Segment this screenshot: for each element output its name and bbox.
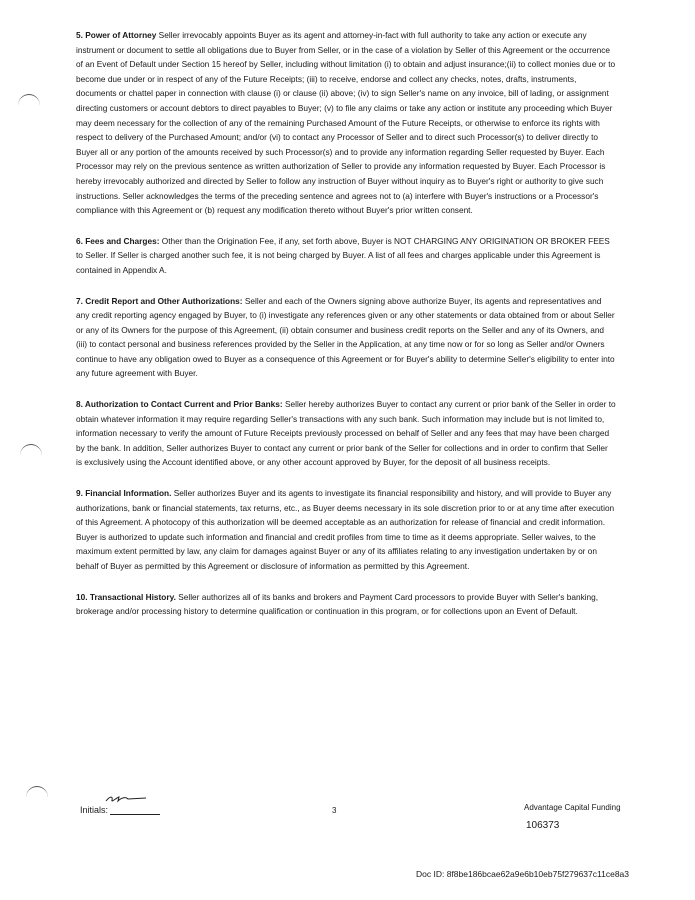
company-name: Advantage Capital Funding	[524, 803, 621, 812]
section-transactional-history	[76, 590, 616, 619]
section-body: Seller and each of the Owners signing above authorize Buyer, its agents and representatives and any credit reporting agency engaged by Buyer, to (i) investigate any references given or any other statements or data obtained from or about Seller or any of its Owners for the purpose of this Agreement, (ii) obtain consumer and business credit reports on the Seller and any of its Owners, and (iii) to contact personal and business references provided by the Seller in the Application, at any time now or for so long as Seller and/or Owners continue to have any obligation owed to Buyer as a consequence of this Agreement or for Buyer's ability to determine Seller's eligibility to enter into any future agreement with Buyer.	[76, 295, 615, 379]
doc-id: Doc ID: 8f8be186bcae62a9e6b10eb75f279637c11ce8a3	[416, 869, 629, 879]
section-heading: 5. Power of Attorney	[76, 30, 157, 40]
section-heading: 7. Credit Report and Other Authorizations:	[76, 295, 243, 306]
section-credit-report	[76, 294, 616, 382]
punch-mark-top	[18, 94, 40, 117]
section-fees-and-charges	[76, 234, 616, 278]
initials-label: Initials:	[80, 805, 109, 815]
section-body: Seller irrevocably appoints Buyer as its agent and attorney-in-fact with full authority to take any action or execute any instrument or document to settle all obligations due to Buyer from Seller, or in the case of a violation by Seller of this Agreement or the occurrence of an Event of Default under Section 15 hereof by Seller, including without limitation (i) to obtain and adjust insurance;(ii) to collect monies due or to become due under or in respect of any of the Future Receipts; (iii) to receive, endorse and collect any checks, notes, drafts, instruments, documents or chattel paper in connection with clause (i) or clause (ii) above; (iv) to sign Seller's name on any invoice, bill of lading, or assignment directing customers or account debtors to direct payables to Buyer; (v) to file any claims or take any action or institute any proceeding which Buyer may deem necessary for the collection of any of the remaining Purchased Amount of the Future Receipts, or otherwise to enforce its rights with respect to delivery of the Purchased Amount; and/or (vi) to contact any Processor of Seller and to direct such Processor(s) to deliver directly to Buyer all or any portion of the amounts received by such Processor(s) and to provide any information regarding Seller requested by Buyer. Each Processor may rely on the previous sentence as written authorization of Seller to provide any information requested by Buyer. Each Processor is hereby irrevocably authorized and directed by Seller to follow any instruction of Buyer without inquiry as to Buyer's right or authority to give such instructions. Seller acknowledges the terms of the preceding sentence and agrees not to (a) interfere with Buyer's instructions or a Processor's compliance with this Agreement or (b) request any modification thereto without Buyer's prior written consent.	[76, 30, 616, 216]
section-heading: 9. Financial Information.	[76, 488, 172, 499]
company-id: 106373	[526, 820, 560, 831]
section-power-of-attorney	[76, 28, 616, 218]
section-body: Seller authorizes all of its banks and brokers and Payment Card processors to provide Buyer with Seller's banking, brokerage and/or processing history to determine qualification or continuation in this program, or for collections upon an Event of Default.	[76, 591, 599, 617]
section-heading: 6. Fees and Charges:	[76, 235, 160, 246]
section-heading: 8. Authorization to Contact Current and Prior Banks:	[76, 399, 283, 410]
section-body: Seller hereby authorizes Buyer to contact any current or prior bank of the Seller in order to obtain whatever information it may require regarding Seller's transactions with any such bank. Such information may include but is not limited to, information necessary to verify the amount of Future Receipts previously processed on behalf of Seller and any fees that may have been charged by the bank. In addition, Seller authorizes Buyer to contact any current or prior bank of the Seller for collections and in order to confirm that Seller is exclusively using the Account identified above, or any other account approved by Buyer, for the deposit of all business receipts.	[76, 399, 616, 468]
punch-mark-middle	[20, 444, 42, 467]
section-financial-information	[76, 486, 616, 574]
section-body: Seller authorizes Buyer and its agents to investigate its financial responsibility and history, and will provide to Buyer any authorizations, bank or financial statements, tax returns, etc., as Buyer deems necessary in its sole discretion prior to or at any time after execution of this Agreement. A photocopy of this authorization will be deemed acceptable as an authorization for release of financial and credit information. Buyer is authorized to update such information and financial and credit profiles from time to time as it deems appropriate. Seller waives, to the maximum extent permitted by law, any claim for damages against Buyer or any of its affiliates relating to any investigation undertaken by or on behalf of Buyer as permitted by this Agreement or disclosure of information as permitted by this Agreement.	[76, 488, 615, 571]
initials-line	[110, 804, 160, 815]
section-body: Other than the Origination Fee, if any, set forth above, Buyer is NOT CHARGING ANY ORIGINATION OR BROKER FEES to Seller. If Seller is charged another such fee, it is not being charged by Buyer. A list of all fees and charges applicable under this Agreement is contained in Appendix A.	[76, 235, 610, 275]
punch-mark-bottom	[26, 786, 48, 809]
section-heading: 10. Transactional History.	[76, 591, 176, 602]
section-bank-authorization	[76, 397, 616, 470]
initials-field	[80, 804, 160, 815]
page-number: 3	[332, 806, 337, 815]
agreement-sections	[76, 28, 616, 635]
